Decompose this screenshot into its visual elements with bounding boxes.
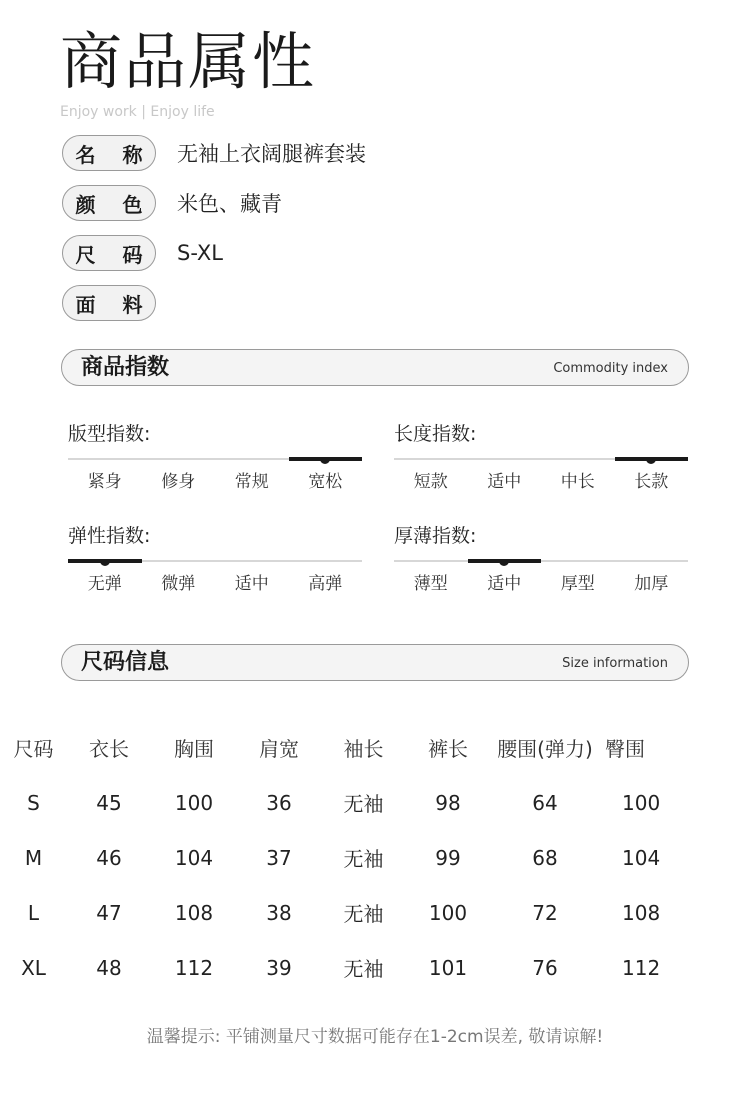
index-elasticity [68,524,362,595]
table-header-cell: 尺码 [13,737,54,761]
table-row [0,775,750,830]
table-cell: L [27,900,40,925]
index-scale [68,558,362,564]
index-option: 加厚 [634,574,669,594]
attribute-row-size [62,235,223,271]
table-cell: 64 [532,790,558,815]
table-header-row [0,720,750,775]
index-option: 适中 [234,574,269,594]
section-title: 尺码信息 [81,650,170,675]
index-option: 短款 [413,472,448,492]
attribute-value: S-XL [177,241,223,265]
index-label: 版型指数: [68,423,151,445]
index-label: 厚薄指数: [394,525,477,547]
index-option: 宽松 [308,472,343,492]
table-header-cell: 裤长 [428,737,468,761]
index-option: 紧身 [87,472,122,492]
page-title: 商品属性 [60,25,317,98]
index-option: 适中 [487,574,522,594]
attribute-value: 无袖上衣阔腿裤套装 [177,142,366,166]
table-cell: 104 [622,845,661,870]
table-cell: 112 [174,955,214,980]
section-header-commodity-index [61,349,689,386]
table-header-cell: 胸围 [174,737,214,761]
scale-marker-icon [499,559,509,566]
index-scale [394,456,688,462]
index-label: 长度指数: [394,423,477,445]
table-cell: 100 [174,790,214,815]
section-title: 商品指数 [81,355,170,380]
table-cell: 98 [435,790,461,815]
table-cell: 无袖 [343,847,384,871]
table-row [0,885,750,940]
index-option: 厚型 [560,574,595,594]
table-cell: 100 [622,790,661,815]
attribute-label-pill: 颜 色 [62,185,156,221]
index-options [394,471,688,493]
table-cell: 112 [622,955,661,980]
table-cell: 99 [435,845,461,870]
table-header-cell: 肩宽 [259,737,299,761]
table-cell: 108 [174,900,214,925]
scale-track [394,560,688,562]
attribute-label-pill: 名 称 [62,135,156,171]
table-cell: 45 [96,790,122,815]
index-option: 薄型 [413,574,448,594]
index-option: 适中 [487,472,522,492]
table-cell: 72 [532,900,558,925]
index-option: 长款 [634,472,669,492]
index-scale [68,456,362,462]
table-cell: 76 [532,955,558,980]
measurement-note: 温馨提示: 平铺测量尺寸数据可能存在1-2cm误差, 敬请谅解! [146,1027,604,1047]
table-cell: 48 [96,955,122,980]
attribute-row-fabric [62,285,177,321]
size-table [0,720,750,995]
table-cell: 36 [266,790,292,815]
attribute-value: 米色、藏青 [177,192,282,216]
table-header-cell: 臀围 [605,737,645,761]
attribute-row-name [62,135,366,171]
attribute-label-pill: 面 料 [62,285,156,321]
table-cell: 38 [266,900,292,925]
scale-marker-icon [646,457,656,464]
index-option: 常规 [234,472,269,492]
table-row [0,830,750,885]
section-title-en: Commodity index [553,361,668,376]
table-header-cell: 腰围(弹力) [497,737,593,761]
table-cell: M [24,845,43,870]
index-thickness [394,524,688,595]
table-cell: 100 [428,900,468,925]
index-length [394,422,688,493]
index-fit [68,422,362,493]
table-cell: 无袖 [343,902,384,926]
index-scale [394,558,688,564]
index-option: 中长 [560,472,595,492]
attribute-label-pill: 尺 码 [62,235,156,271]
section-header-size-information [61,644,689,681]
section-title-en: Size information [562,656,668,671]
table-header-cell: 袖长 [343,737,384,761]
table-cell: 108 [622,900,661,925]
index-options [394,573,688,595]
index-options [68,573,362,595]
page-subtitle: Enjoy work | Enjoy life [60,104,215,120]
table-cell: 无袖 [343,792,384,816]
scale-marker-icon [320,457,330,464]
index-option: 微弹 [161,574,196,594]
table-cell: XL [21,955,46,980]
table-row [0,940,750,995]
table-cell: 无袖 [343,957,384,981]
table-cell: 39 [266,955,292,980]
index-label: 弹性指数: [68,525,151,547]
index-option: 高弹 [308,574,343,594]
table-cell: 46 [96,845,122,870]
table-cell: 47 [96,900,122,925]
index-option: 修身 [161,472,196,492]
table-cell: 104 [174,845,214,870]
table-header-cell: 衣长 [89,737,129,761]
scale-marker-icon [100,559,110,566]
table-cell: 68 [532,845,558,870]
table-cell: S [27,790,40,815]
table-cell: 37 [266,845,292,870]
table-cell: 101 [428,955,468,980]
index-option: 无弹 [87,574,122,594]
index-options [68,471,362,493]
attribute-row-color [62,185,282,221]
